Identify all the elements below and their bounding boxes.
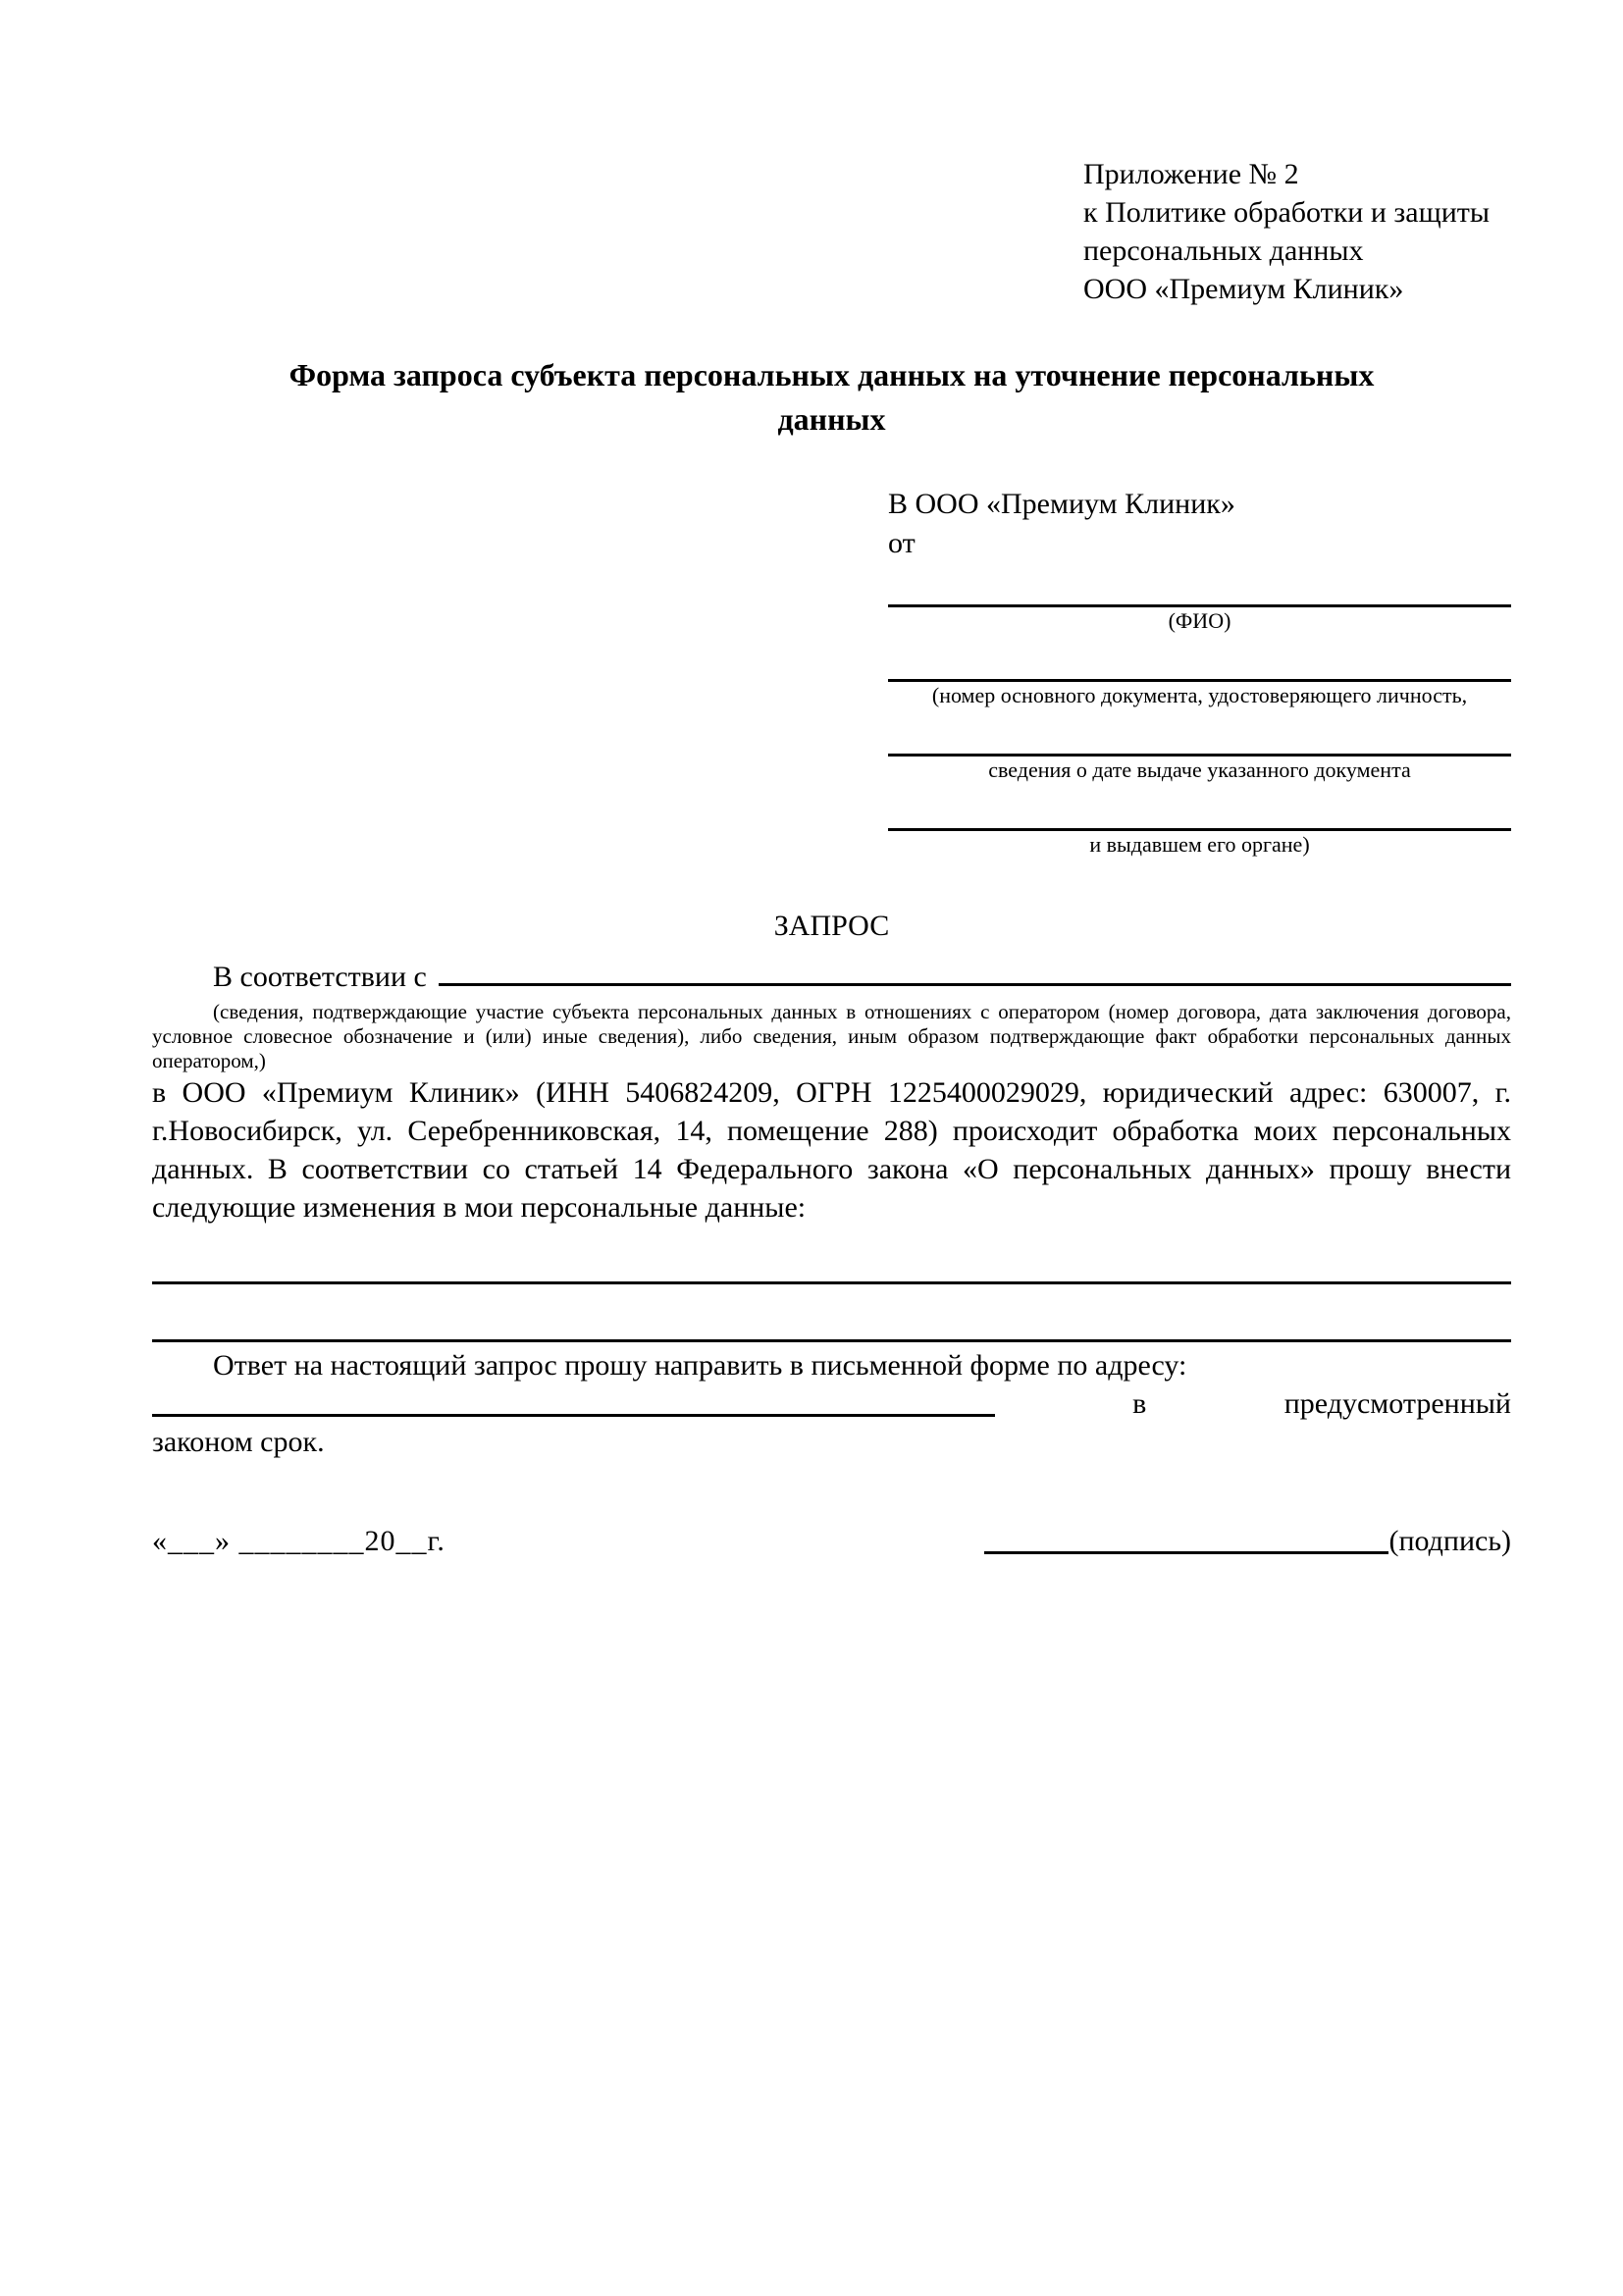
changes-blank-line-1	[152, 1226, 1511, 1284]
appendix-line: персональных данных	[1083, 235, 1364, 267]
changes-blank-line-2	[152, 1284, 1511, 1342]
issuing-authority-field	[888, 828, 1511, 858]
doc-number-field	[888, 679, 1511, 708]
accordance-prefix: В соответствии с	[213, 961, 427, 993]
answer-paragraph: Ответ на настоящий запрос прошу направить в письменной форме по адресу:	[213, 1349, 1187, 1382]
appendix-line: Приложение № 2	[1083, 158, 1299, 190]
signature-blank-line	[984, 1522, 1388, 1554]
signature-block	[984, 1522, 1511, 1560]
answer-word-predusmotrennyy: предусмотренный	[1283, 1387, 1511, 1420]
fio-caption: (ФИО)	[1168, 608, 1231, 633]
request-heading: ЗАПРОС	[773, 910, 890, 942]
footer-row	[152, 1522, 1511, 1560]
appendix-line: к Политике обработки и защиты	[1083, 196, 1491, 229]
answer-tail: законом срок.	[152, 1426, 325, 1458]
answer-address-row	[152, 1384, 1511, 1423]
accordance-line	[152, 954, 1511, 996]
issue-date-field	[888, 754, 1511, 783]
accordance-caption: (сведения, подтверждающие участие субъекта персональных данных в отношениях с оператором (номер договора, дата заключения договора, условное словесное обозначение и (или) иные сведения), либо сведения, иным образом подтверждающие факт обработки персональных данных оператором,)	[152, 1000, 1511, 1072]
fio-field	[888, 604, 1511, 634]
doc-number-caption: (номер основного документа, удостоверяющего личность,	[931, 683, 1468, 707]
date-field: «___» ________20__г.	[152, 1525, 445, 1557]
issue-date-caption: сведения о дате выдаче указанного документа	[988, 757, 1411, 782]
addressee-block	[888, 485, 1511, 858]
accordance-blank-line	[439, 954, 1511, 986]
answer-word-v: в	[1132, 1387, 1147, 1420]
addressee-from: от	[888, 527, 916, 559]
appendix-header	[1083, 155, 1511, 308]
address-blank-line	[152, 1384, 995, 1417]
appendix-line: ООО «Премиум Клиник»	[1083, 273, 1404, 305]
request-body: в ООО «Премиум Клиник» (ИНН 5406824209, ОГРН 1225400029029, юридический адрес: 630007, г. г.Новосибирск, ул. Серебренниковская, 14, помещение 288) происходит обработка моих персональных данных. В соответствии со статьей 14 Федерального закона «О персональных данных» прошу внести следующие изменения в мои персональные данные:	[152, 1076, 1511, 1224]
signature-caption: (подпись)	[1388, 1525, 1511, 1557]
document-title: Форма запроса субъекта персональных данных на уточнение персональных данных	[288, 357, 1375, 437]
addressee-to: В ООО «Премиум Клиник»	[888, 488, 1235, 520]
issuing-authority-caption: и выдавшем его органе)	[1089, 832, 1310, 857]
